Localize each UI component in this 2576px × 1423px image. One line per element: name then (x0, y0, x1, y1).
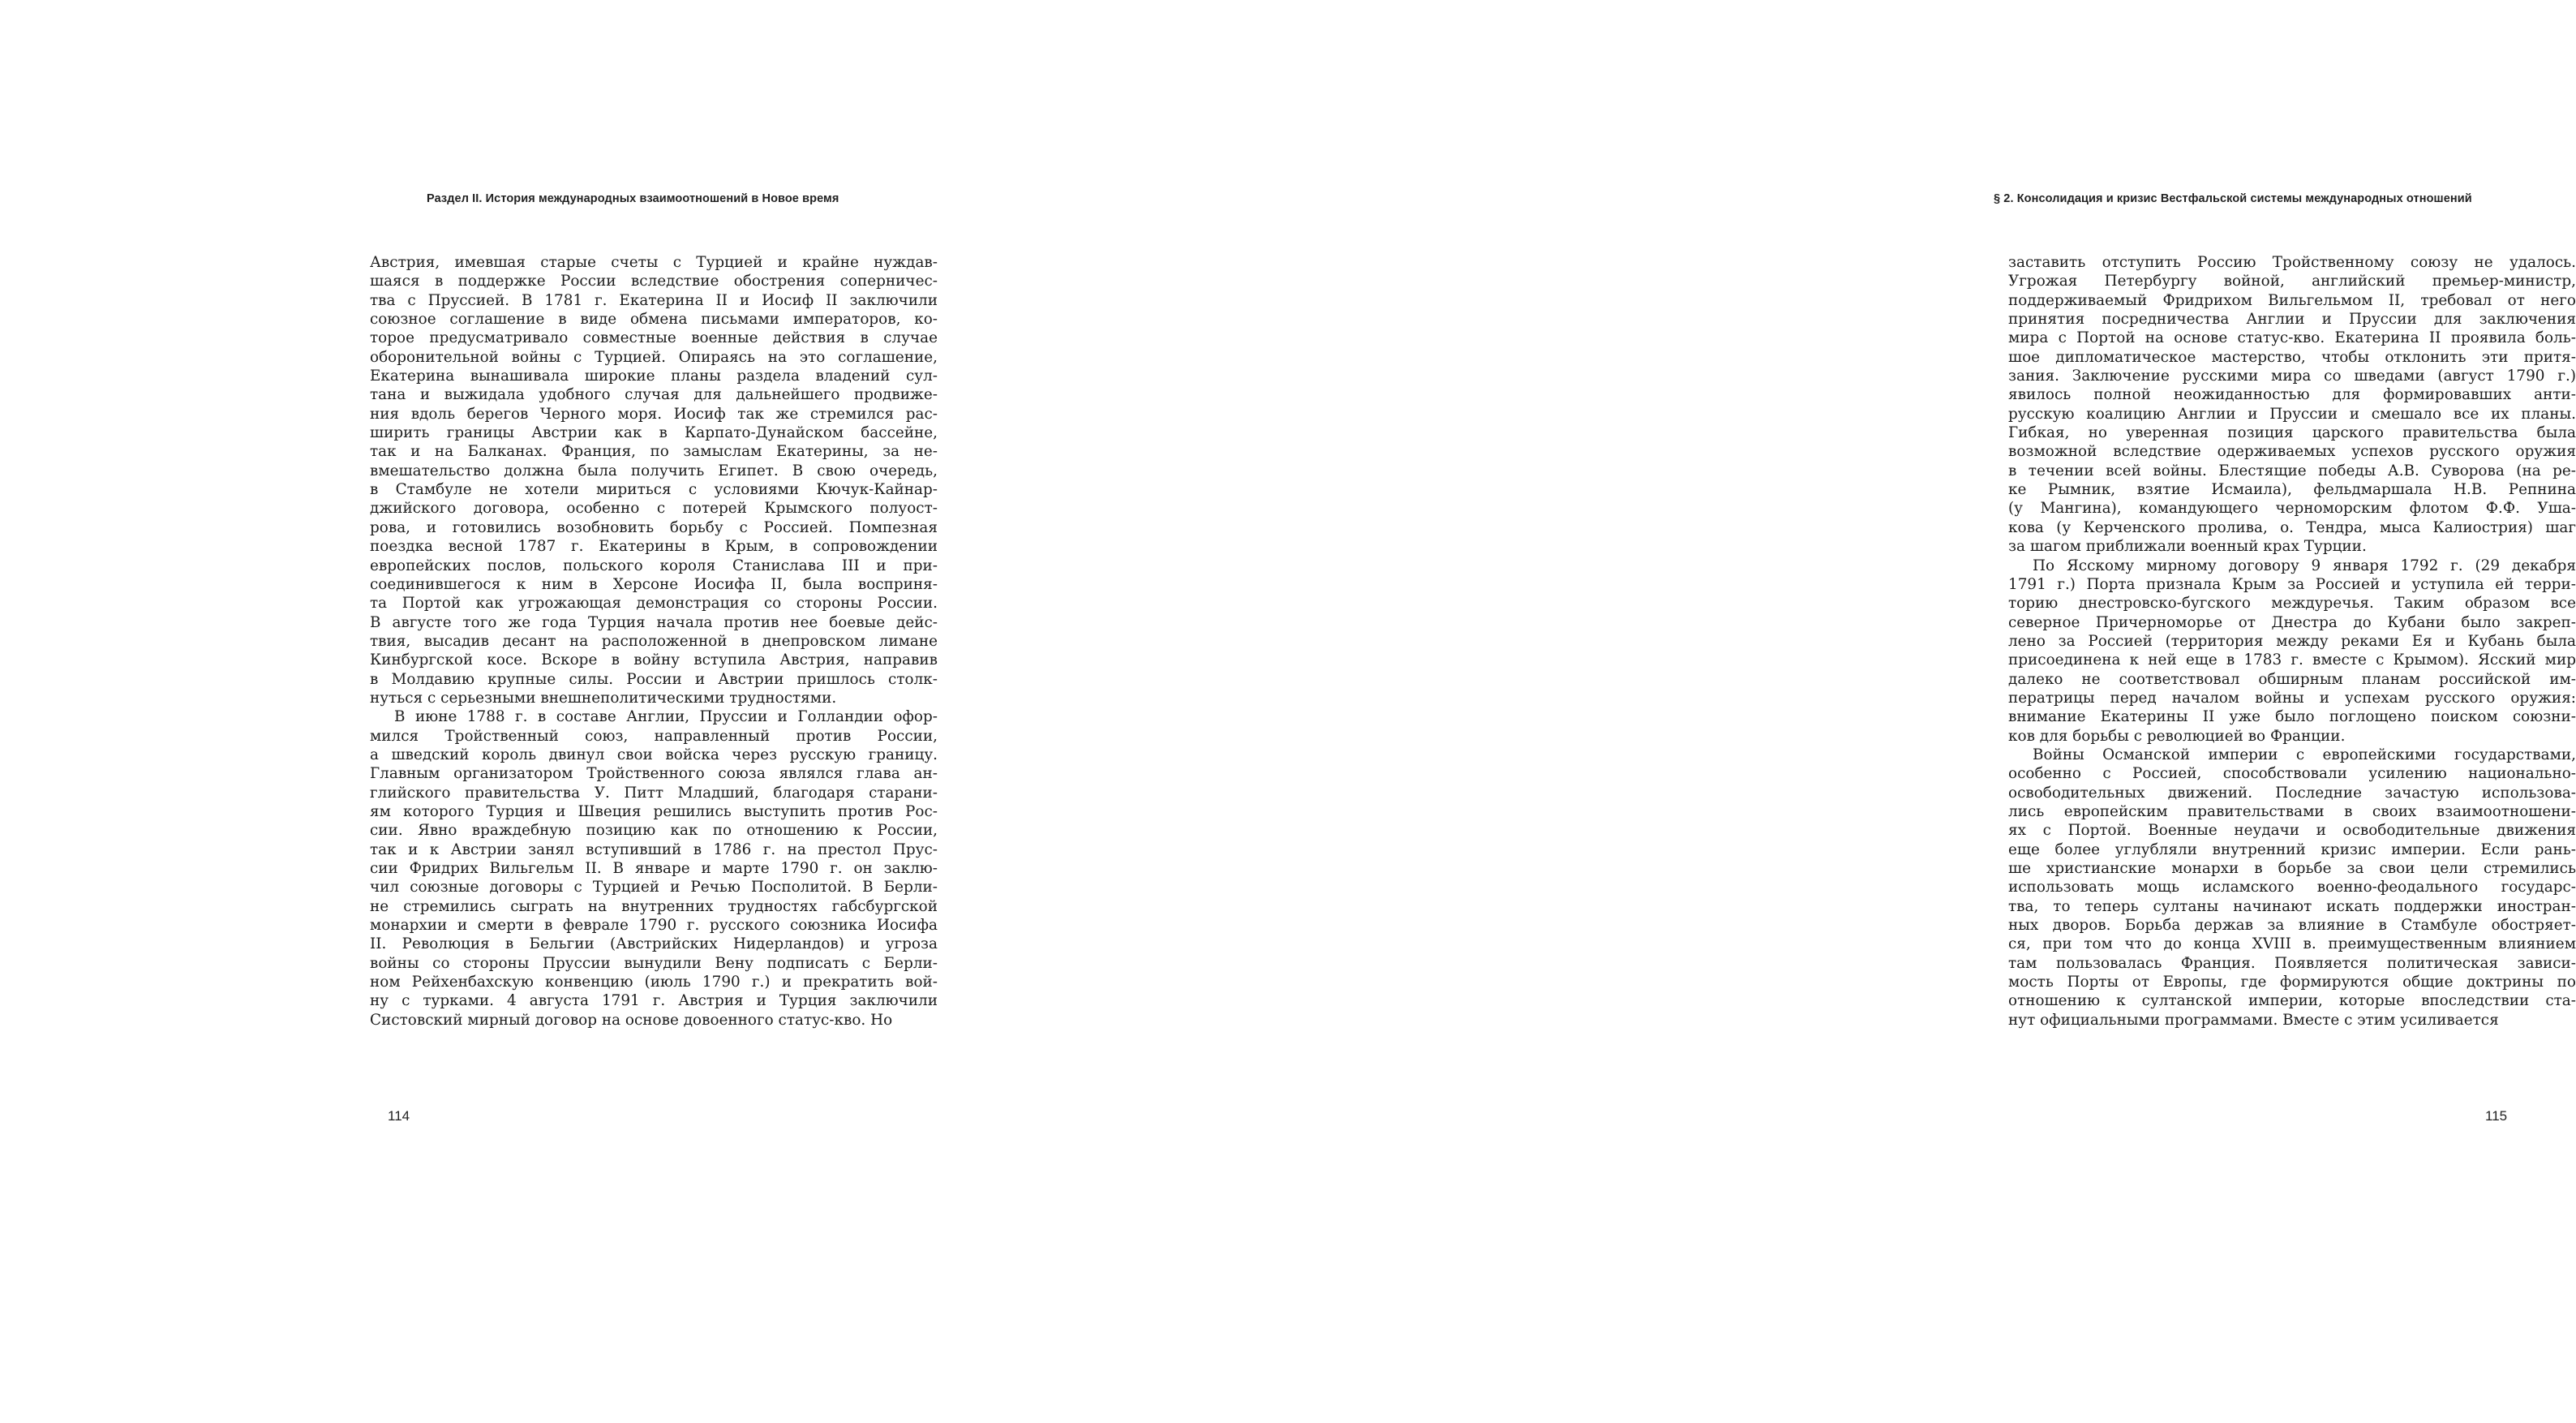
text-line: Угрожая Петербургу войной, английский премьер-министр, (2008, 273, 2576, 290)
text-line: чил союзные договоры с Турцией и Речью Посполитой. В Берли- (370, 879, 938, 896)
text-line: Гибкая, но уверенная позиция царского правительства была (2008, 424, 2576, 442)
text-line: освободительных движений. Последние зачастую использова- (2008, 784, 2576, 802)
text-line: джийского договора, особенно с потерей Крымского полуост- (370, 500, 938, 518)
text-line: европейских послов, польского короля Станислава III и при- (370, 557, 938, 574)
text-line: ше христианские монархи в борьбе за свои цели стремились (2008, 860, 2576, 877)
text-line: внимание Екатерины II уже было поглощено поиском союзни- (2008, 708, 2576, 726)
text-line: в течении всей войны. Блестящие победы А.В. Суворова (на ре- (2008, 462, 2576, 479)
text-line: лись европейским правительствами в своих взаимоотношени- (2008, 802, 2576, 820)
text-line: возможной вследствие одерживаемых успехов русского оружия (2008, 443, 2576, 461)
text-line: ния вдоль берегов Черного моря. Иосиф так же стремился рас- (370, 405, 938, 423)
text-line: ном Рейхенбахскую конвенцию (июль 1790 г.) и прекратить вой- (370, 974, 938, 991)
text-line: принятия посредничества Англии и Пруссии для заключения (2008, 311, 2576, 329)
text-line: ся, при том что до конца XVIII в. преимущественным влиянием (2008, 935, 2576, 953)
text-line: поездка весной 1787 г. Екатерины в Крым, в сопровождении (370, 538, 938, 556)
text-line: нут официальными программами. Вместе с этим усиливается (2008, 1011, 2499, 1029)
text-line: Войны Османской империи с европейскими государствами, (2033, 746, 2576, 763)
text-line: кова (у Керченского пролива, о. Тендра, мыса Калиострия) шаг (2008, 518, 2576, 536)
text-line: Систовский мирный договор на основе довоенного статус-кво. Но (370, 1011, 893, 1029)
text-line: союзное соглашение в виде обмена письмами императоров, ко- (370, 311, 938, 329)
text-line: твия, высадив десант на расположенной в днепровском лимане (370, 632, 938, 650)
text-line: ну с турками. 4 августа 1791 г. Австрия и Турция заключили (370, 992, 938, 1010)
left-page (0, 0, 1006, 1423)
text-line: 1791 г.) Порта признала Крым за Россией и уступила ей терри- (2008, 575, 2576, 593)
text-line: ке Рымник, взятие Исмаила), фельдмаршала Н.В. Репнина (2008, 481, 2576, 499)
text-line: торию днестровско-бугского междуречья. Таким образом все (2008, 595, 2576, 613)
text-line: оборонительной войны с Турцией. Опираясь на это соглашение, (370, 348, 938, 366)
text-line: шое дипломатическое мастерство, чтобы отклонить эти притя- (2008, 348, 2576, 366)
text-line: не стремились сыграть на внутренних трудностях габсбургской (370, 897, 938, 915)
text-line: так и к Австрии занял вступивший в 1786 г. на престол Прус- (370, 840, 938, 858)
text-line: вмешательство должна была получить Египет. В свою очередь, (370, 462, 938, 479)
page-number: 115 (2485, 1108, 2508, 1124)
text-line: сии. Явно враждебную позицию как по отношению к России, (370, 822, 938, 840)
text-line: присоединена к ней еще в 1783 г. вместе с Крымом). Ясский мир (2008, 651, 2576, 669)
text-line: а шведский король двинул свои войска через русскую границу. (370, 746, 938, 763)
text-line: тва, то теперь султаны начинают искать поддержки иностран- (2008, 897, 2576, 915)
text-line: явилось полной неожиданностью для формировавших анти- (2008, 386, 2576, 404)
text-line: мира с Портой на основе статус-кво. Екатерина II проявила боль- (2008, 329, 2576, 347)
text-line: Екатерина вынашивала широкие планы раздела владений сул- (370, 368, 938, 385)
text-line: мость Порты от Европы, где формируются общие доктрины по (2008, 974, 2576, 991)
text-line: та Портой как угрожающая демонстрация со стороны России. (370, 595, 938, 613)
text-line: По Ясскому мирному договору 9 января 1792 г. (29 декабря (2033, 557, 2576, 574)
text-line: Главным организатором Тройственного союза являлся глава ан- (370, 765, 938, 783)
text-line: монархии и смерти в феврале 1790 г. русского союзника Иосифа (370, 917, 938, 935)
running-head: § 2. Консолидация и кризис Вестфальской системы международных отношений (1994, 192, 2472, 205)
text-line: Австрия, имевшая старые счеты с Турцией и крайне нуждав- (370, 254, 938, 271)
text-line: там пользовалась Франция. Появляется политическая зависи- (2008, 954, 2576, 972)
text-line: шаяся в поддержке России вследствие обострения соперничес- (370, 273, 938, 290)
text-line: мился Тройственный союз, направленный против России, (370, 727, 938, 745)
text-line: ширить границы Австрии как в Карпато-Дунайском бассейне, (370, 424, 938, 442)
text-line: соединившегося к ним в Херсоне Иосифа II, была восприня- (370, 575, 938, 593)
text-line: ператрицы перед началом войны и успехам русского оружия: (2008, 689, 2576, 707)
text-line: заставить отступить Россию Тройственному союзу не удалось. (2008, 254, 2576, 271)
text-line: глийского правительства У. Питт Младший, благодаря старани- (370, 784, 938, 802)
text-line: ях с Портой. Военные неудачи и освободительные движения (2008, 822, 2576, 840)
text-line: русскую коалицию Англии и Пруссии и смешало все их планы. (2008, 405, 2576, 423)
text-line: II. Революция в Бельгии (Австрийских Нидерландов) и угроза (370, 935, 938, 953)
text-line: особенно с Россией, способствовали усилению национально- (2008, 765, 2576, 783)
text-line: (у Мангина), командующего черноморским флотом Ф.Ф. Уша- (2008, 500, 2576, 518)
text-line: так и на Балканах. Франция, по замыслам Екатерины, за не- (370, 443, 938, 461)
text-line: еще более углубляли внутренний кризис империи. Если рань- (2008, 840, 2576, 858)
text-line: сии Фридрих Вильгельм II. В январе и марте 1790 г. он заклю- (370, 860, 938, 877)
text-line: ков для борьбы с революцией во Франции. (2008, 727, 2346, 745)
text-line: зания. Заключение русскими мира со шведами (август 1790 г.) (2008, 368, 2576, 385)
text-line: в Стамбуле не хотели мириться с условиями Кючук-Кайнар- (370, 481, 938, 499)
body-text (2008, 253, 2576, 1030)
text-line: торое предусматривало совместные военные действия в случае (370, 329, 938, 347)
text-line: рова, и готовились возобновить борьбу с Россией. Помпезная (370, 518, 938, 536)
body-text (370, 253, 938, 1030)
text-line: нуться с серьезными внешнеполитическими трудностями. (370, 689, 837, 707)
text-line: войны со стороны Пруссии вынудили Вену подписать с Берли- (370, 954, 938, 972)
text-line: ных дворов. Борьба держав за влияние в Стамбуле обостряет- (2008, 917, 2576, 935)
text-line: тана и выжидала удобного случая для дальнейшего продвиже- (370, 386, 938, 404)
text-line: В июне 1788 г. в составе Англии, Пруссии и Голландии офор- (394, 708, 938, 726)
text-line: в Молдавию крупные силы. России и Австрии пришлось столк- (370, 670, 938, 688)
text-line: лено за Россией (территория между реками Ея и Кубань была (2008, 632, 2576, 650)
page-number: 114 (388, 1108, 410, 1124)
text-line: поддерживаемый Фридрихом Вильгельмом II, требовал от него (2008, 291, 2576, 309)
text-line: ям которого Турция и Швеция решились выступить против Рос- (370, 802, 938, 820)
text-line: за шагом приближали военный крах Турции. (2008, 538, 2367, 556)
text-line: северное Причерноморье от Днестра до Кубани было закреп- (2008, 613, 2576, 631)
text-line: Кинбургской косе. Вскоре в войну вступила Австрия, направив (370, 651, 938, 669)
text-line: использовать мощь исламского военно-феодального государс- (2008, 879, 2576, 896)
text-line: далеко не соответствовал обширным планам российской им- (2008, 670, 2576, 688)
running-head: Раздел II. История международных взаимоотношений в Новое время (427, 192, 839, 205)
text-line: отношению к султанской империи, которые впоследствии ста- (2008, 992, 2576, 1010)
text-line: тва с Пруссией. В 1781 г. Екатерина II и Иосиф II заключили (370, 291, 938, 309)
text-line: В августе того же года Турция начала против нее боевые дейс- (370, 613, 938, 631)
right-page (1006, 0, 2576, 1423)
